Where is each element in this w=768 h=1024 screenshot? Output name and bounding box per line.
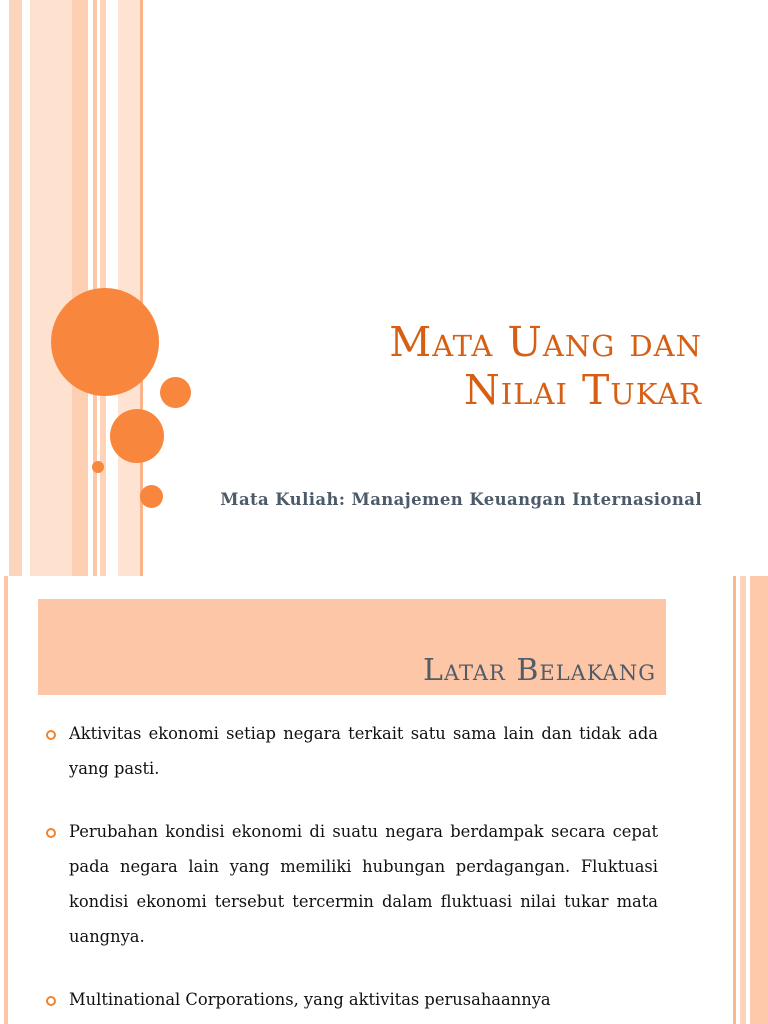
decor-circle xyxy=(110,409,164,463)
decor-stripe xyxy=(72,0,88,576)
slide-title xyxy=(182,318,702,414)
bullet-circle-icon xyxy=(46,828,56,838)
slide-subtitle: Mata Kuliah: Manajemen Keuangan Internasional xyxy=(220,490,702,509)
slide-title-line1: Mata Uang dan xyxy=(389,318,702,366)
decor-stripe xyxy=(22,0,30,576)
decor-stripe xyxy=(9,0,22,576)
bullet-text: Multinational Corporations, yang aktivitas perusahaannya xyxy=(69,990,551,1009)
decor-stripe xyxy=(4,576,8,1024)
slide-title-line2: Nilai Tukar xyxy=(463,366,702,414)
list-item xyxy=(44,982,658,1017)
list-item xyxy=(44,814,658,954)
decor-circle-large xyxy=(51,288,159,396)
decor-stripe xyxy=(30,0,72,576)
bullet-circle-icon xyxy=(46,730,56,740)
bullet-text: Aktivitas ekonomi setiap negara terkait satu sama lain dan tidak ada yang pasti. xyxy=(69,724,658,778)
slide-heading: Latar Belakang xyxy=(423,653,656,688)
bullet-list xyxy=(44,716,658,1024)
heading-band xyxy=(38,599,666,695)
decor-stripe xyxy=(0,0,9,576)
decor-stripe xyxy=(750,576,768,1024)
decor-stripe xyxy=(118,0,140,576)
bullet-text: Perubahan kondisi ekonomi di suatu negara berdampak secara cepat pada negara lain yang memiliki hubungan perdagangan. Fluktuasi kondisi ekonomi tersebut tercermin dalam fluktuasi nilai tukar mata uangnya. xyxy=(69,822,658,946)
list-item xyxy=(44,716,658,786)
decor-circle-small xyxy=(92,461,104,473)
bullet-circle-icon xyxy=(46,996,56,1006)
content-slide xyxy=(0,576,768,1024)
